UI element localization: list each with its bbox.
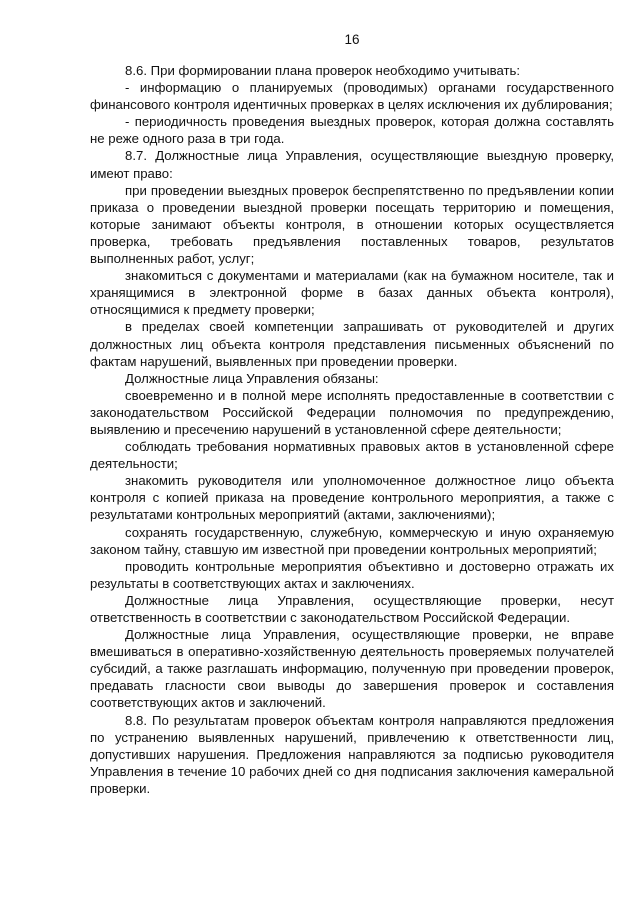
page-number: 16 (344, 32, 360, 47)
paragraph-responsibility: Должностные лица Управления, осуществляющие проверки, несут ответственность в соответствии с законодательством Российской Федерации. (90, 592, 614, 625)
paragraph-right-documents: знакомиться с документами и материалами (как на бумажном носителе, так и хранящимися в электронной форме в базах данных объекта контроля), относящимися к предмету проверки; (90, 268, 614, 318)
paragraph-periodicity: - периодичность проведения выездных проверок, которая должна составлять не реже одного раза в три года. (90, 114, 614, 147)
paragraph-8-6-heading: 8.6. При формировании плана проверок необходимо учитывать: (125, 63, 521, 78)
paragraph-obligation-secrecy: сохранять государственную, служебную, коммерческую и иную охраняемую законом тайну, ставшую им известной при проведении контрольных мероприятий; (90, 524, 614, 557)
paragraph-obligations-heading: Должностные лица Управления обязаны: (125, 370, 379, 386)
document-page (90, 30, 614, 797)
paragraph-obligation-objective: проводить контрольные мероприятия объективно и достоверно отражать их результаты в соответствующих актах и заключениях. (90, 558, 614, 591)
paragraph-8-8: 8.8. По результатам проверок объектам контроля направляются предложения по устранению выявленных нарушений, привлечению к ответственности лиц, допустивших нарушения. Предложения направляются за подписью руководителя Управления в течение 10 рабочих дней со дня подписания заключения камеральной проверки. (90, 712, 614, 796)
paragraph-obligation-inform: знакомить руководителя или уполномоченное должностное лицо объекта контроля с копией приказа на проведение контрольного мероприятия, а также с результатами контрольных мероприятий (актами, заключениями); (90, 473, 614, 523)
paragraph-right-visit: при проведении выездных проверок беспрепятственно по предъявлении копии приказа о проведении выездной проверки посещать территорию и помещения, которые занимают объекты контроля, в отношении которых осуществляется проверка, требовать предъявления поставленных товаров, результатов выполненных работ, услуг; (90, 182, 614, 267)
paragraph-right-explanations: в пределах своей компетенции запрашивать от руководителей и других должностных лиц объекта контроля представления письменных объяснений по фактам нарушений, выявленных при проведении проверки. (90, 319, 614, 369)
paragraph-obligation-requirements: соблюдать требования нормативных правовых актов в установленной сфере деятельности; (90, 439, 614, 472)
paragraph-prohibitions: Должностные лица Управления, осуществляющие проверки, не вправе вмешиваться в оперативно-хозяйственную деятельность проверяемых получателей субсидий, а также разглашать информацию, полученную при проведении проверок, предавать гласности свои выводы до завершения проверок и составления соответствующих актов и заключений. (90, 627, 614, 711)
paragraph-8-7-heading: 8.7. Должностные лица Управления, осуществляющие выездную проверку, имеют право: (90, 148, 614, 181)
paragraph-obligation-powers: своевременно и в полной мере исполнять предоставленные в соответствии с законодательством Российской Федерации полномочия по предупреждению, выявлению и пресечению нарушений в установленной сфере деятельности; (90, 387, 614, 437)
paragraph-duplicate-checks: - информацию о планируемых (проводимых) органами государственного финансового контроля идентичных проверках в целях исключения их дублирования; (90, 80, 614, 113)
